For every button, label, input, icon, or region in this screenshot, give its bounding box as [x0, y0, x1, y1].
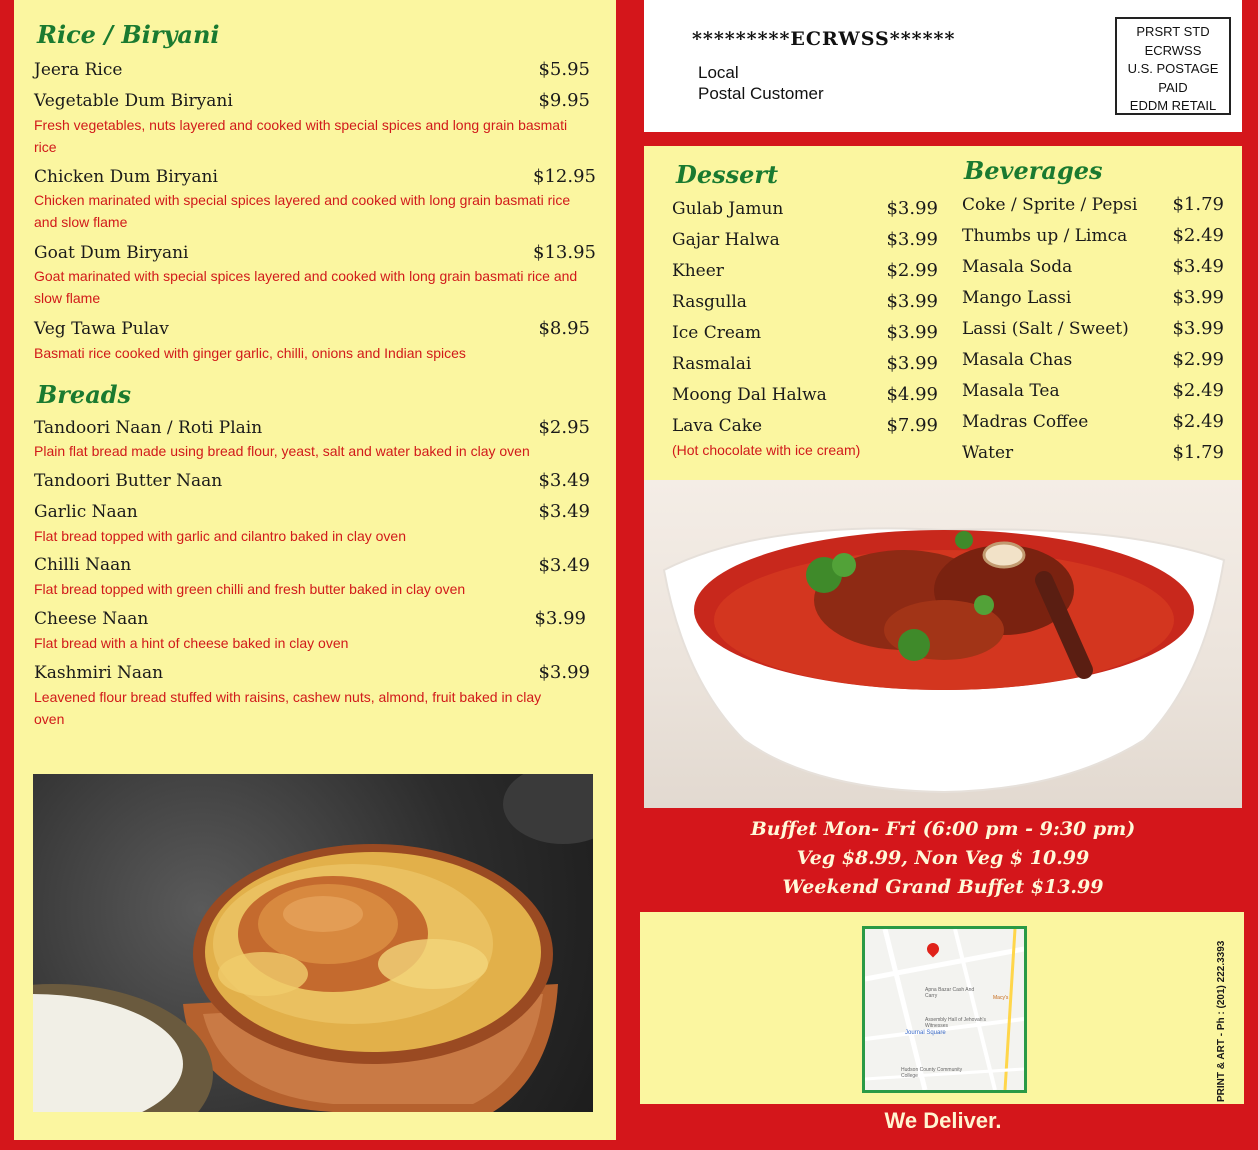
buffet-prices: Veg $8.99, Non Veg $ 10.99: [796, 847, 1090, 869]
menu-item-price: $2.49: [1172, 411, 1224, 432]
postage-line: PAID: [1158, 79, 1188, 95]
menu-item-price: $3.49: [538, 501, 590, 522]
menu-item-name: Kheer: [672, 261, 724, 281]
menu-item-price: $3.49: [1172, 256, 1224, 277]
menu-item-name: Rasgulla: [672, 292, 747, 312]
menu-item-price: $4.99: [886, 384, 938, 405]
menu-item-price: $5.95: [538, 59, 590, 80]
menu-item-price: $3.49: [538, 555, 590, 576]
we-deliver-text: We Deliver.: [884, 1108, 1002, 1133]
menu-item-price: $1.79: [1172, 442, 1224, 463]
menu-item-description: Flat bread topped with green chilli and fresh butter baked in clay oven: [34, 581, 466, 597]
menu-item-name: Lava Cake: [672, 416, 763, 436]
menu-item-name: Mango Lassi: [962, 288, 1072, 308]
menu-item-name: Goat Dum Biryani: [34, 243, 189, 263]
menu-item-name: Thumbs up / Limca: [962, 226, 1128, 246]
menu-item-price: $3.99: [886, 322, 938, 343]
weekend-buffet-price: Weekend Grand Buffet $13.99: [782, 876, 1104, 898]
menu-item-name: Water: [962, 443, 1014, 463]
menu-item-price: $3.99: [886, 353, 938, 374]
menu-item-description: Plain flat bread made using bread flour, yeast, salt and water baked in clay oven: [34, 443, 530, 459]
menu-item-price: $3.99: [538, 662, 590, 683]
location-map[interactable]: [862, 926, 1027, 1093]
menu-item-name: Vegetable Dum Biryani: [34, 91, 233, 111]
menu-item-name: Veg Tawa Pulav: [34, 319, 169, 339]
postage-line: EDDM RETAIL: [1129, 98, 1217, 113]
menu-item-price: $2.49: [1172, 380, 1224, 401]
buffet-hours: Buffet Mon- Fri (6:00 pm - 9:30 pm): [750, 818, 1136, 840]
dessert-heading: Dessert: [676, 160, 779, 189]
menu-item-price: $3.99: [1172, 318, 1224, 339]
menu-item-name: Cheese Naan: [34, 609, 149, 629]
menu-item-name: Masala Tea: [962, 381, 1060, 401]
biryani-photo: [33, 774, 593, 1112]
menu-item-name: Tandoori Naan / Roti Plain: [34, 418, 263, 438]
menu-item-name: Coke / Sprite / Pepsi: [962, 195, 1138, 215]
menu-item-price: $9.95: [538, 90, 590, 111]
beverages-heading: Beverages: [964, 156, 1103, 185]
map-label: Macy's: [993, 995, 1009, 1001]
menu-item-name: Masala Chas: [962, 350, 1073, 370]
menu-item-description: Chicken marinated with special spices layered and cooked with long grain basmati rice and slow flame: [34, 192, 571, 230]
menu-item-description: Flat bread with a hint of cheese baked in clay oven: [34, 635, 349, 651]
menu-item-price: $2.99: [1172, 349, 1224, 370]
postage-indicia: [1115, 17, 1231, 115]
menu-item-price: $3.99: [886, 291, 938, 312]
menu-item-name: Kashmiri Naan: [34, 663, 164, 683]
menu-item-name: Gajar Halwa: [672, 230, 780, 250]
menu-item-price: $8.95: [538, 318, 590, 339]
menu-item-price: $3.99: [534, 608, 586, 629]
menu-item-name: Garlic Naan: [34, 502, 138, 522]
menu-item-name: Tandoori Butter Naan: [34, 471, 223, 491]
menu-item-price: $2.99: [886, 260, 938, 281]
menu-item-description: Goat marinated with special spices layered and cooked with long grain basmati rice and slow flame: [34, 268, 578, 306]
menu-item-description: Basmati rice cooked with ginger garlic, chilli, onions and Indian spices: [34, 345, 466, 361]
menu-item-price: $3.99: [886, 229, 938, 250]
menu-item-description: Flat bread topped with garlic and cilantro baked in clay oven: [34, 528, 406, 544]
menu-item-price: $2.49: [1172, 225, 1224, 246]
address-line-local: Local: [698, 63, 739, 82]
menu-item-description: Fresh vegetables, nuts layered and cooked with special spices and long grain basmati rice: [34, 117, 568, 155]
menu-item-name: Moong Dal Halwa: [672, 385, 827, 405]
print-credit: PRINT & ART - Ph : (201) 222.3393: [1216, 940, 1227, 1102]
menu-item-name: Madras Coffee: [962, 412, 1089, 432]
menu-item-name: Jeera Rice: [34, 60, 123, 80]
menu-item-name: Gulab Jamun: [672, 199, 784, 219]
menu-item-name: Ice Cream: [672, 323, 762, 343]
address-line-postal-customer: Postal Customer: [698, 84, 824, 103]
map-label: Assembly Hall of Jehovah's Witnesses: [925, 1017, 986, 1029]
ecrwss-line: *********ECRWSS******: [692, 28, 956, 50]
menu-item-name: Chilli Naan: [34, 555, 132, 575]
map-label: Hudson County Community College: [901, 1067, 963, 1079]
menu-item-price: $13.95: [533, 242, 596, 263]
menu-item-price: $7.99: [886, 415, 938, 436]
postage-line: U.S. POSTAGE: [1127, 61, 1219, 76]
menu-item-price: $3.49: [538, 470, 590, 491]
menu-item-description: Leavened flour bread stuffed with raisins, cashew nuts, almond, fruit baked in clay oven: [34, 689, 542, 727]
menu-item-price: $12.95: [533, 166, 596, 187]
breads-heading: Breads: [37, 380, 132, 409]
map-label: Apna Bazar Cash And Carry: [925, 987, 975, 999]
menu-item-price: $2.95: [538, 417, 590, 438]
lava-cake-note: (Hot chocolate with ice cream): [672, 442, 861, 458]
menu-item-price: $3.99: [1172, 287, 1224, 308]
postage-line: PRSRT STD: [1136, 24, 1210, 39]
postage-line: ECRWSS: [1144, 42, 1202, 58]
menu-item-price: $3.99: [886, 198, 938, 219]
menu-item-name: Lassi (Salt / Sweet): [962, 319, 1129, 339]
menu-item-name: Rasmalai: [672, 354, 752, 374]
map-label: Journal Square: [905, 1030, 946, 1036]
menu-item-name: Chicken Dum Biryani: [34, 167, 218, 187]
menu-item-price: $1.79: [1172, 194, 1224, 215]
rice-biryani-heading: Rice / Biryani: [37, 20, 220, 49]
menu-item-name: Masala Soda: [962, 257, 1073, 277]
curry-photo: [644, 480, 1242, 808]
